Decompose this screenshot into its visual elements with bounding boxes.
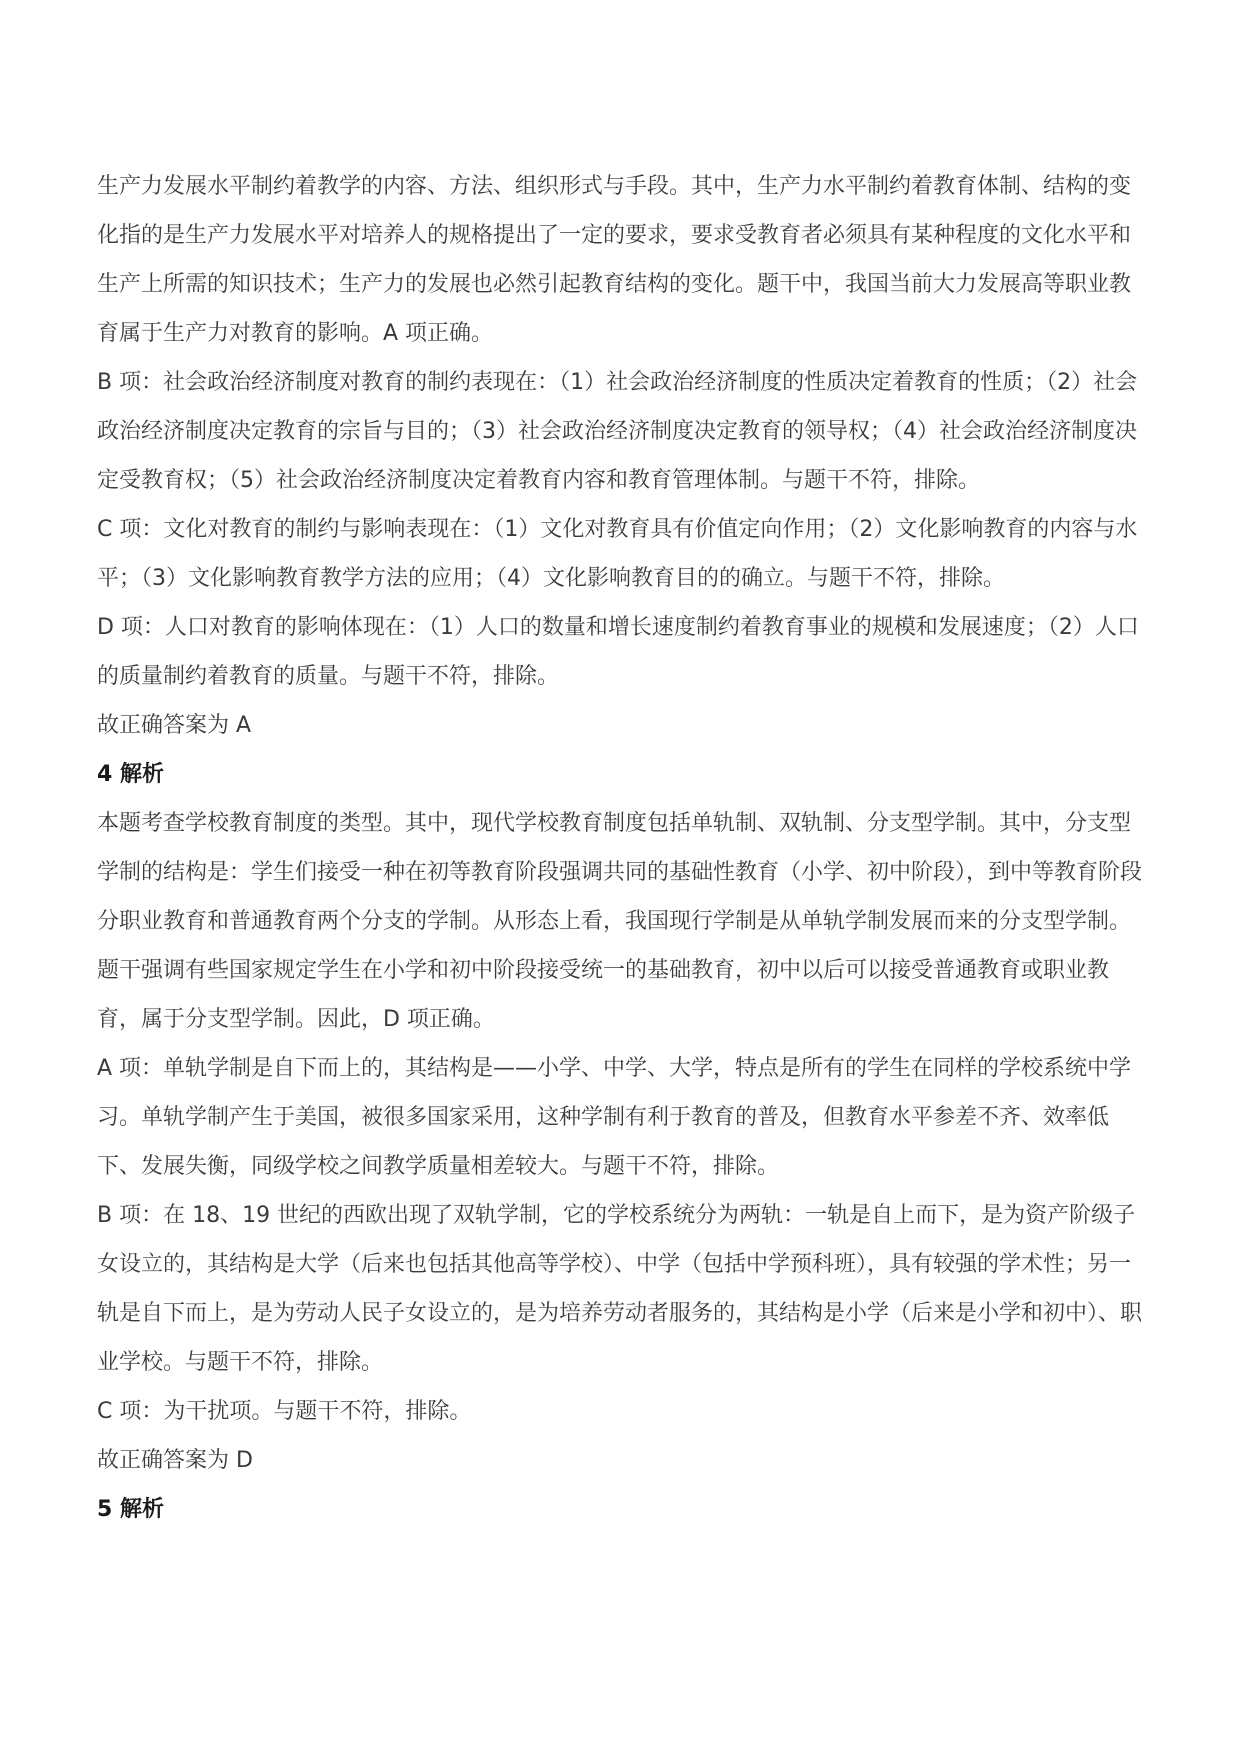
paragraph-option-b: B 项：社会政治经济制度对教育的制约表现在：（1）社会政治经济制度的性质决定着教育的性质；（2）社会政治经济制度决定教育的宗旨与目的；（3）社会政治经济制度决定教育的领导权；（4）社会政治经济制度决定受教育权；（5）社会政治经济制度决定着教育内容和教育管理体制。与题干不符，排除。 [97, 370, 1138, 493]
answer-line: 故正确答案为 A [97, 713, 252, 738]
paragraph-option-a: A 项：单轨学制是自下而上的，其结构是——小学、中学、大学，特点是所有的学生在同样的学校系统中学习。单轨学制产生于美国，被很多国家采用，这种学制有利于教育的普及，但教育水平参差不齐、效率低下、发展失衡，同级学校之间教学质量相差较大。与题干不符，排除。 [97, 1056, 1132, 1179]
answer-line: 故正确答案为 D [97, 1448, 253, 1473]
paragraph-option-b: B 项：在 18、19 世纪的西欧出现了双轨学制，它的学校系统分为两轨：一轨是自上而下，是为资产阶级子女设立的，其结构是大学（后来也包括其他高等学校）、中学（包括中学预科班），具有较强的学术性；另一轨是自下而上，是为劳动人民子女设立的，是为培养劳动者服务的，其结构是小学（后来是小学和初中）、职业学校。与题干不符，排除。 [97, 1203, 1143, 1375]
page-content [97, 162, 1152, 1534]
paragraph-explanation-d: 本题考查学校教育制度的类型。其中，现代学校教育制度包括单轨制、双轨制、分支型学制。其中，分支型学制的结构是：学生们接受一种在初等教育阶段强调共同的基础性教育（小学、初中阶段），到中等教育阶段分职业教育和普通教育两个分支的学制。从形态上看，我国现行学制是从单轨学制发展而来的分支型学制。题干强调有些国家规定学生在小学和初中阶段接受统一的基础教育，初中以后可以接受普通教育或职业教育，属于分支型学制。因此，D 项正确。 [97, 811, 1143, 1032]
paragraph-explanation-a: 生产力发展水平制约着教学的内容、方法、组织形式与手段。其中，生产力水平制约着教育体制、结构的变化指的是生产力发展水平对培养人的规格提出了一定的要求，要求受教育者必须具有某种程度的文化水平和生产上所需的知识技术；生产力的发展也必然引起教育结构的变化。题干中，我国当前大力发展高等职业教育属于生产力对教育的影响。A 项正确。 [97, 174, 1132, 346]
paragraph-option-c: C 项：为干扰项。与题干不符，排除。 [97, 1399, 472, 1424]
paragraph-option-c: C 项：文化对教育的制约与影响表现在：（1）文化对教育具有价值定向作用；（2）文化影响教育的内容与水平；（3）文化影响教育教学方法的应用；（4）文化影响教育目的的确立。与题干不符，排除。 [97, 517, 1138, 591]
section-heading-5: 5 解析 [97, 1497, 164, 1522]
section-heading-4: 4 解析 [97, 762, 164, 787]
paragraph-option-d: D 项：人口对教育的影响体现在：（1）人口的数量和增长速度制约着教育事业的规模和发展速度；（2）人口的质量制约着教育的质量。与题干不符，排除。 [97, 615, 1139, 689]
